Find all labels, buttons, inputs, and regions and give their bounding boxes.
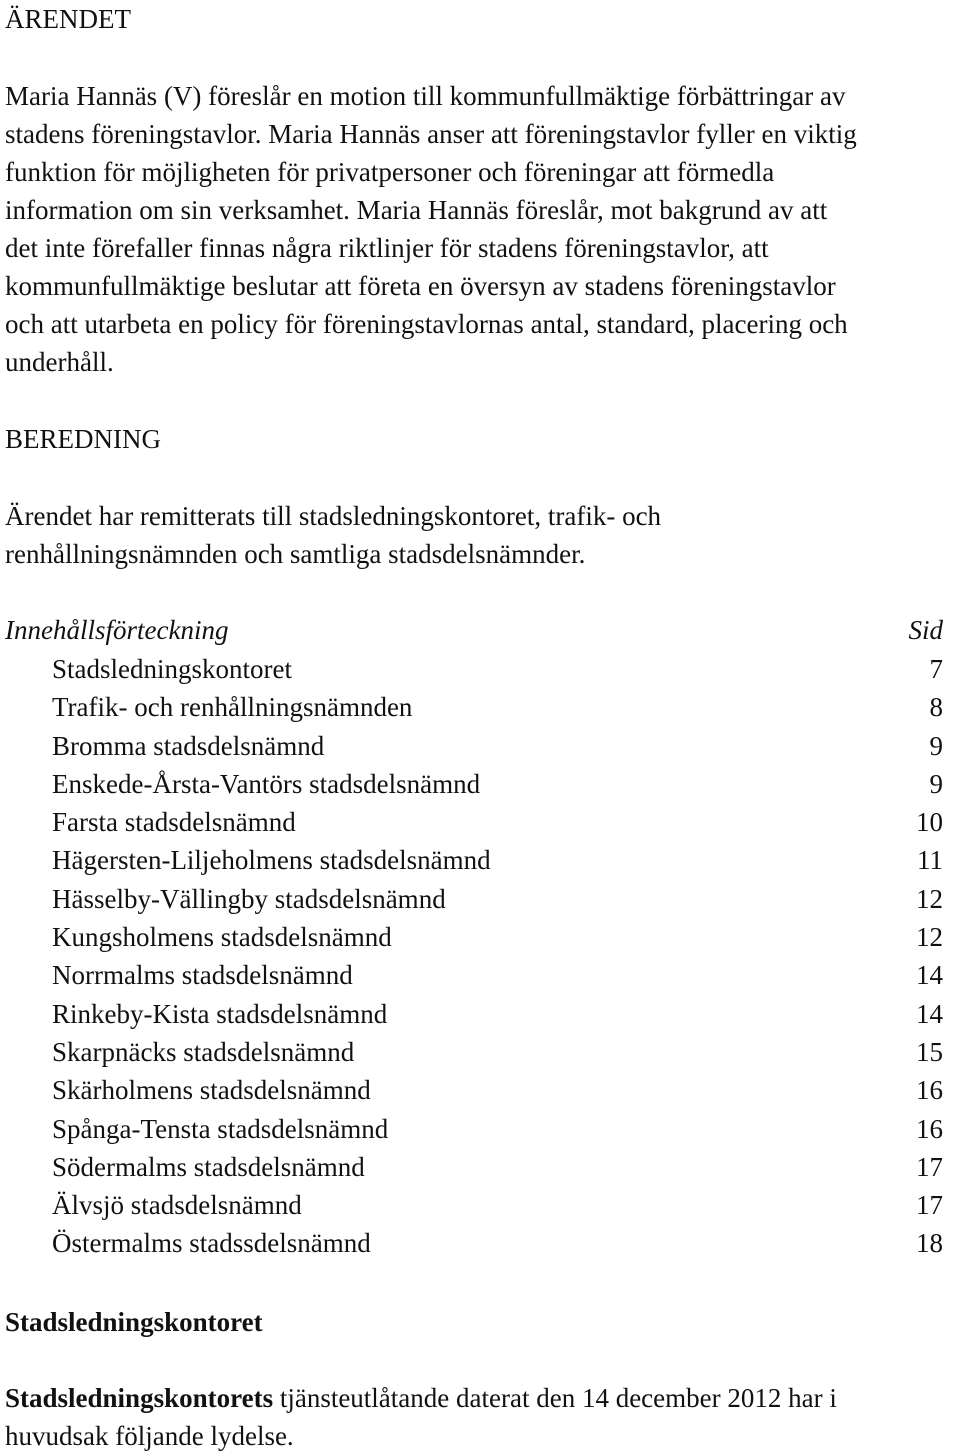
toc-item	[52, 1186, 943, 1224]
toc-item	[52, 1224, 943, 1262]
toc-title: Innehållsförteckning	[5, 615, 229, 645]
toc-item-label: Älvsjö stadsdelsnämnd	[52, 1190, 302, 1221]
intro-line: funktion för möjligheten för privatpersoner och föreningar att förmedla	[5, 157, 775, 187]
intro-line: det inte förefaller finnas några riktlinjer för stadens föreningstavlor, att	[5, 233, 769, 263]
toc-item-label: Norrmalms stadsdelsnämnd	[52, 960, 353, 991]
intro-line: Maria Hannäs (V) föreslår en motion till kommunfullmäktige förbättringar av	[5, 81, 846, 111]
toc-item-page: 15	[916, 1036, 943, 1067]
toc-header	[5, 611, 943, 649]
toc-item-label: Trafik- och renhållningsnämnden	[52, 692, 413, 723]
intro-line: kommunfullmäktige beslutar att företa en översyn av stadens föreningstavlor	[5, 271, 836, 301]
toc-item-label: Skarpnäcks stadsdelsnämnd	[52, 1036, 355, 1067]
toc-item-page: 18	[916, 1228, 943, 1259]
intro-line: stadens föreningstavlor. Maria Hannäs anser att föreningstavlor fyller en viktig	[5, 119, 857, 149]
toc-item	[52, 995, 943, 1033]
paragraph-line-rest: tjänsteutlåtande daterat den 14 december 2012 har i	[273, 1383, 837, 1413]
toc-item-page: 12	[916, 922, 943, 953]
toc-item	[52, 1071, 943, 1109]
toc-item-label: Enskede-Årsta-Vantörs stadsdelsnämnd	[52, 768, 481, 799]
toc-item-page: 14	[916, 960, 943, 991]
toc-item	[52, 918, 943, 956]
toc-item	[52, 803, 943, 841]
toc-item-page: 11	[917, 845, 943, 876]
toc-item	[52, 688, 943, 726]
heading-stadsledningskontoret: Stadsledningskontoret	[5, 1307, 263, 1337]
toc-item-page: 12	[916, 883, 943, 914]
toc-item-label: Spånga-Tensta stadsdelsnämnd	[52, 1113, 389, 1144]
paragraph-line: huvudsak följande lydelse.	[5, 1421, 294, 1451]
toc-item	[52, 1033, 943, 1071]
toc-item-label: Stadsledningskontoret	[52, 654, 292, 684]
heading-arendet: ÄRENDET	[5, 4, 131, 34]
toc-item	[52, 650, 943, 688]
toc-item-page: 9	[929, 768, 943, 799]
toc-item-page: 16	[916, 1075, 943, 1106]
toc-item-label: Rinkeby-Kista stadsdelsnämnd	[52, 998, 388, 1029]
intro-line: och att utarbeta en policy för föreningstavlornas antal, standard, placering och	[5, 309, 848, 339]
toc-item-page: 7	[929, 654, 943, 684]
toc-item-label: Södermalms stadsdelsnämnd	[52, 1151, 365, 1182]
intro-line: information om sin verksamhet. Maria Hannäs föreslår, mot bakgrund av att	[5, 195, 828, 225]
toc-item-label: Östermalms stadssdelsnämnd	[52, 1228, 371, 1259]
toc-list	[52, 650, 943, 1263]
beredning-line: renhållningsnämnden och samtliga stadsdelsnämnder.	[5, 539, 586, 569]
toc-item	[52, 1110, 943, 1148]
toc-item-label: Hägersten-Liljeholmens stadsdelsnämnd	[52, 845, 491, 876]
paragraph-line-bold: Stadsledningskontorets	[5, 1383, 274, 1413]
toc-item-page: 8	[929, 692, 943, 723]
toc-item-page: 10	[916, 807, 943, 838]
toc-item-label: Kungsholmens stadsdelsnämnd	[52, 922, 392, 953]
paragraph-line	[5, 1379, 837, 1417]
toc-item-page: 9	[929, 730, 943, 761]
toc-item-label: Bromma stadsdelsnämnd	[52, 730, 325, 761]
toc-item-page: 17	[916, 1151, 943, 1182]
intro-line: underhåll.	[5, 347, 114, 377]
toc-item-label: Farsta stadsdelsnämnd	[52, 807, 296, 838]
toc-item-label: Hässelby-Vällingby stadsdelsnämnd	[52, 883, 446, 914]
toc-item	[52, 765, 943, 803]
heading-beredning: BEREDNING	[5, 424, 161, 454]
toc-item	[52, 880, 943, 918]
toc-item-page: 17	[916, 1190, 943, 1221]
toc-page-header: Sid	[908, 615, 943, 645]
toc-item	[52, 1148, 943, 1186]
beredning-line: Ärendet har remitterats till stadsledningskontoret, trafik- och	[5, 501, 662, 531]
toc-item	[52, 727, 943, 765]
toc-item	[52, 956, 943, 994]
toc-item-label: Skärholmens stadsdelsnämnd	[52, 1075, 371, 1106]
toc-item	[52, 841, 943, 879]
toc-item-page: 14	[916, 998, 943, 1029]
toc-item-page: 16	[916, 1113, 943, 1144]
